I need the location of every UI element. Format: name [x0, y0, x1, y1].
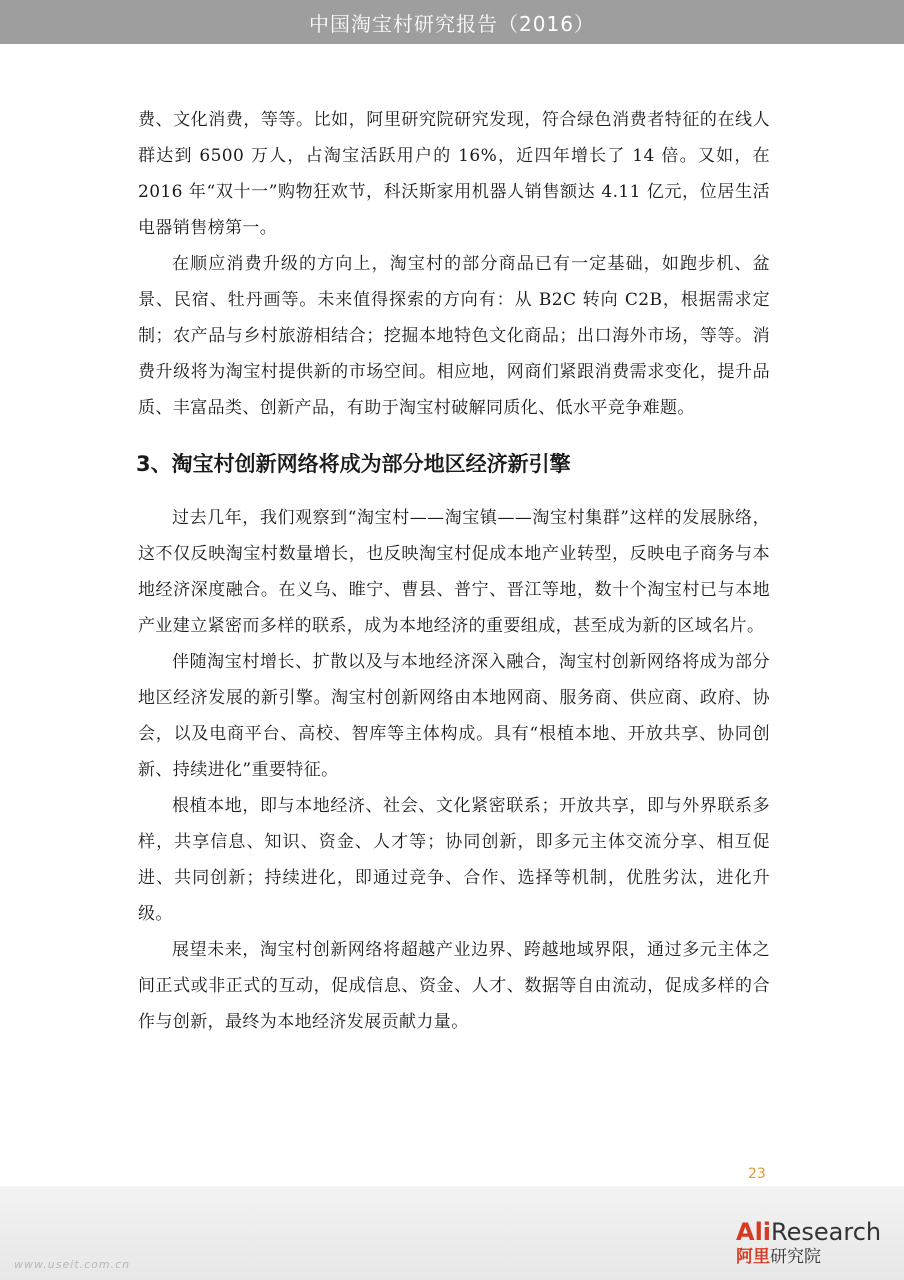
header-bar: [0, 0, 904, 44]
section-heading: 3、淘宝村创新网络将成为部分地区经济新引擎: [136, 452, 571, 476]
watermark: www.useit.com.cn: [14, 1258, 131, 1271]
paragraph-6: 展望未来，淘宝村创新网络将超越产业边界、跨越地域界限，通过多元主体之间正式或非正式的互动，促成信息、资金、人才、数据等自由流动，促成多样的合作与创新，最终为本地经济发展贡献力量。: [138, 940, 770, 1032]
logo-english: [736, 1218, 898, 1246]
logo-ali-cn-text: 阿里: [736, 1247, 770, 1267]
logo-research-text: Research: [771, 1218, 882, 1246]
paragraph-1: 费、文化消费，等等。比如，阿里研究院研究发现，符合绿色消费者特征的在线人群达到 6500 万人，占淘宝活跃用户的 16%，近四年增长了 14 倍。又如，在 2016 年“双十一”购物狂欢节，科沃斯家用机器人销售额达 4.11 亿元，位居生活电器销售榜第一。: [138, 110, 770, 238]
paragraph-3: 过去几年，我们观察到“淘宝村——淘宝镇——淘宝村集群”这样的发展脉络，这不仅反映淘宝村数量增长，也反映淘宝村促成本地产业转型，反映电子商务与本地经济深度融合。在义乌、睢宁、曹县、普宁、晋江等地，数十个淘宝村已与本地产业建立紧密而多样的联系，成为本地经济的重要组成，甚至成为新的区域名片。: [138, 508, 770, 636]
logo-research-cn-text: 研究院: [770, 1247, 821, 1267]
paragraph-5: 根植本地，即与本地经济、社会、文化紧密联系；开放共享，即与外界联系多样，共享信息、知识、资金、人才等；协同创新，即多元主体交流分享、相互促进、共同创新；持续进化，即通过竞争、合作、选择等机制，优胜劣汰，进化升级。: [138, 796, 770, 924]
logo-chinese: [736, 1246, 898, 1268]
page-number: 23: [748, 1166, 766, 1182]
paragraph-2: 在顺应消费升级的方向上，淘宝村的部分商品已有一定基础，如跑步机、盆景、民宿、牡丹画等。未来值得探索的方向有：从 B2C 转向 C2B，根据需求定制；农产品与乡村旅游相结合；挖掘本地特色文化商品；出口海外市场，等等。消费升级将为淘宝村提供新的市场空间。相应地，网商们紧跟消费需求变化，提升品质、丰富品类、创新产品，有助于淘宝村破解同质化、低水平竞争难题。: [138, 254, 770, 418]
logo-ali-text: Ali: [736, 1218, 772, 1246]
page-content: [138, 102, 770, 1040]
report-title: 中国淘宝村研究报告（2016）: [309, 11, 595, 36]
aliresearch-logo: [736, 1218, 898, 1274]
paragraph-4: 伴随淘宝村增长、扩散以及与本地经济深入融合，淘宝村创新网络将成为部分地区经济发展的新引擎。淘宝村创新网络由本地网商、服务商、供应商、政府、协会，以及电商平台、高校、智库等主体构成。具有“根植本地、开放共享、协同创新、持续进化”重要特征。: [138, 652, 770, 780]
